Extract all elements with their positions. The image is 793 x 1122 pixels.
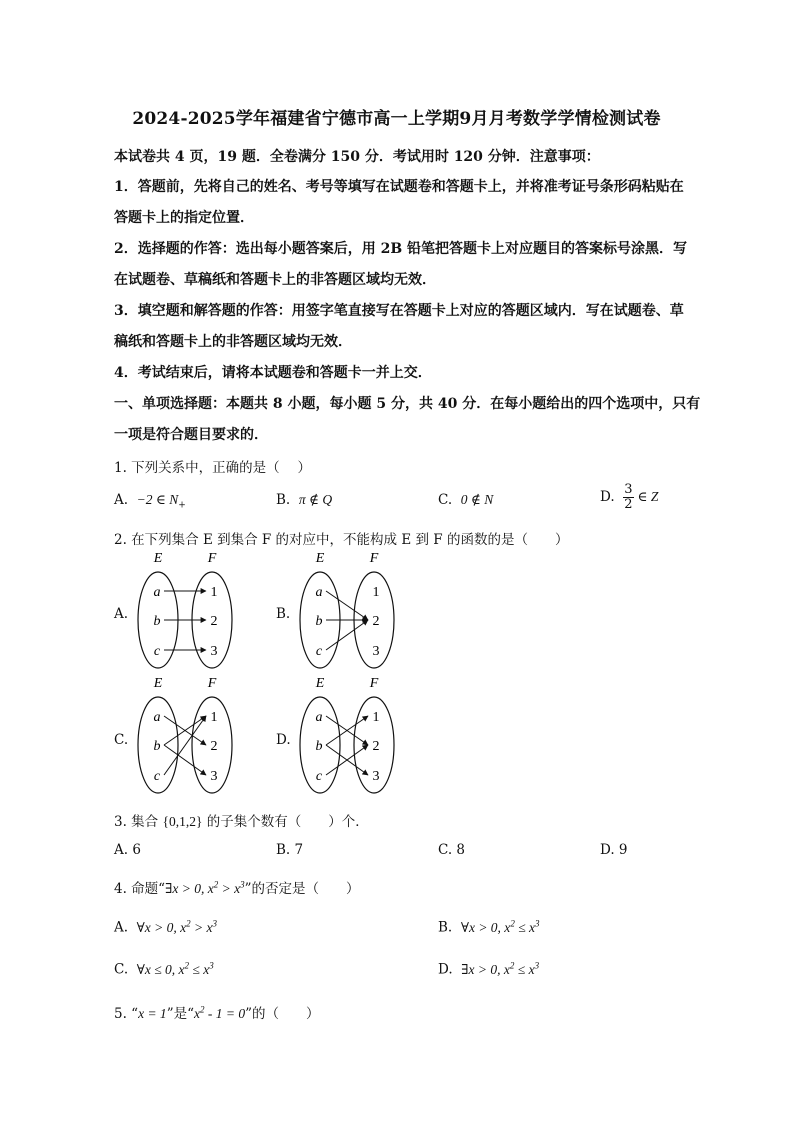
mapping-diagram-b <box>292 548 412 678</box>
q4-option-c: C. ∀x ≤ 0, $x^2 \le x^3$ <box>114 960 214 978</box>
set-f-label: F <box>369 676 379 691</box>
diagram-c <box>130 673 250 807</box>
q3-stem: 3. 集合 {0,1,2} 的子集个数有（ ）个． <box>114 814 369 830</box>
element-2: 2 <box>372 614 380 629</box>
element-a: a <box>153 585 161 600</box>
intro-text: 本试卷共 4 页，19 题．全卷满分 150 分．考试用时 120 分钟．注意事项： <box>114 149 600 165</box>
arrow-c-to-1 <box>164 716 206 775</box>
q3-option-a: A. 6 <box>114 842 141 858</box>
q2-label-a: A. <box>114 606 129 622</box>
page-title: 2024-2025学年福建省宁德市高一上学期9月月考数学学情检测试卷 <box>132 109 661 129</box>
element-1: 1 <box>372 710 380 725</box>
note-2-line-2: 在试题卷、草稿纸和答题卡上的非答题区域均无效． <box>114 272 436 288</box>
element-b: b <box>153 739 161 754</box>
arrow-b-to-3 <box>164 745 206 775</box>
q1-option-c: C. 0 ∉ N <box>438 492 494 508</box>
element-c: c <box>315 769 323 784</box>
element-c: c <box>153 769 161 784</box>
note-1-line-2: 答题卡上的指定位置． <box>114 210 254 226</box>
set-f-label: F <box>207 551 217 566</box>
mapping-diagram-d <box>292 673 412 803</box>
note-3-line-1: 3．填空题和解答题的作答：用签字笔直接写在答题卡上对应的答题区域内．写在试题卷、草 <box>114 303 684 319</box>
q1-option-a: A. −2 ∈ $N_+$ <box>114 492 186 511</box>
q4-proposition: ∃x > 0, $x^2 > x^3$ <box>165 879 245 896</box>
q4-option-a: A. ∀x > 0, $x^2 > x^3$ <box>114 918 217 936</box>
element-a: a <box>153 710 161 725</box>
arrow-c-to-2 <box>326 620 368 650</box>
element-2: 2 <box>372 739 380 754</box>
q1-option-b: B. π ∉ Q <box>276 492 333 508</box>
q2-label-d: D. <box>276 732 291 748</box>
set-e-label: E <box>315 676 325 691</box>
element-3: 3 <box>210 644 218 659</box>
note-4: 4．考试结束后，请将本试题卷和答题卡一并上交． <box>114 365 432 381</box>
element-2: 2 <box>210 739 218 754</box>
q4-stem: 4. 命题“∃x > 0, $x^2 > x^3$”的否定是（ ） <box>114 879 360 897</box>
section-1-heading: 一、单项选择题：本题共 8 小题，每小题 5 分，共 40 分．在每小题给出的四个选项中，只有 <box>114 396 701 412</box>
q3-option-c: C. 8 <box>438 842 466 858</box>
element-b: b <box>315 614 323 629</box>
element-c: c <box>315 644 323 659</box>
note-1-line-1: 1．答题前，先将自己的姓名、考号等填写在试题卷和答题卡上，并将准考证号条形码粘贴在 <box>114 179 684 195</box>
diagram-d <box>292 673 412 807</box>
q4-option-b: B. ∀x > 0, $x^2 \le x^3$ <box>438 918 540 936</box>
set-f-label: F <box>369 551 379 566</box>
element-a: a <box>315 710 323 725</box>
set-e-label: E <box>153 676 163 691</box>
q2-label-c: C. <box>114 732 129 748</box>
note-2-line-1: 2．选择题的作答：选出每小题答案后，用 2B 铅笔把答题卡上对应题目的答案标号涂黑．写 <box>114 241 688 257</box>
q5-stem: 5. “x = 1”是“$x^2 - 1 = 0$”的（ ） <box>114 1004 320 1022</box>
fraction-three-halves: $\frac{3}{2}$ <box>624 482 633 512</box>
element-3: 3 <box>372 769 380 784</box>
q1-option-d: D. $\frac{3}{2}$ ∈ Z <box>600 482 659 512</box>
q4-option-d: D. ∃x > 0, $x^2 \le x^3$ <box>438 960 540 978</box>
diagram-a <box>130 548 250 682</box>
q3-option-d: D. 9 <box>600 842 628 858</box>
section-1-heading-cont: 一项是符合题目要求的． <box>114 427 268 443</box>
set-e-label: E <box>153 551 163 566</box>
set-e-label: E <box>315 551 325 566</box>
set-f-label: F <box>207 676 217 691</box>
mapping-diagram-a <box>130 548 250 678</box>
element-2: 2 <box>210 614 218 629</box>
q3-option-b: B. 7 <box>276 842 304 858</box>
element-a: a <box>315 585 323 600</box>
mapping-diagram-c <box>130 673 250 803</box>
q2-stem: 2. 在下列集合 E 到集合 F 的对应中，不能构成 E 到 F 的函数的是（ ） <box>114 532 569 548</box>
element-c: c <box>153 644 161 659</box>
element-b: b <box>153 614 161 629</box>
note-3-line-2: 稿纸和答题卡上的非答题区域均无效． <box>114 334 352 350</box>
element-b: b <box>315 739 323 754</box>
element-1: 1 <box>372 585 380 600</box>
element-3: 3 <box>372 644 380 659</box>
element-1: 1 <box>210 585 218 600</box>
element-1: 1 <box>210 710 218 725</box>
diagram-b <box>292 548 412 682</box>
arrow-a-to-2 <box>326 591 368 620</box>
element-3: 3 <box>210 769 218 784</box>
q2-label-b: B. <box>276 606 291 622</box>
q1-stem: 1. 下列关系中，正确的是（ ） <box>114 460 311 476</box>
